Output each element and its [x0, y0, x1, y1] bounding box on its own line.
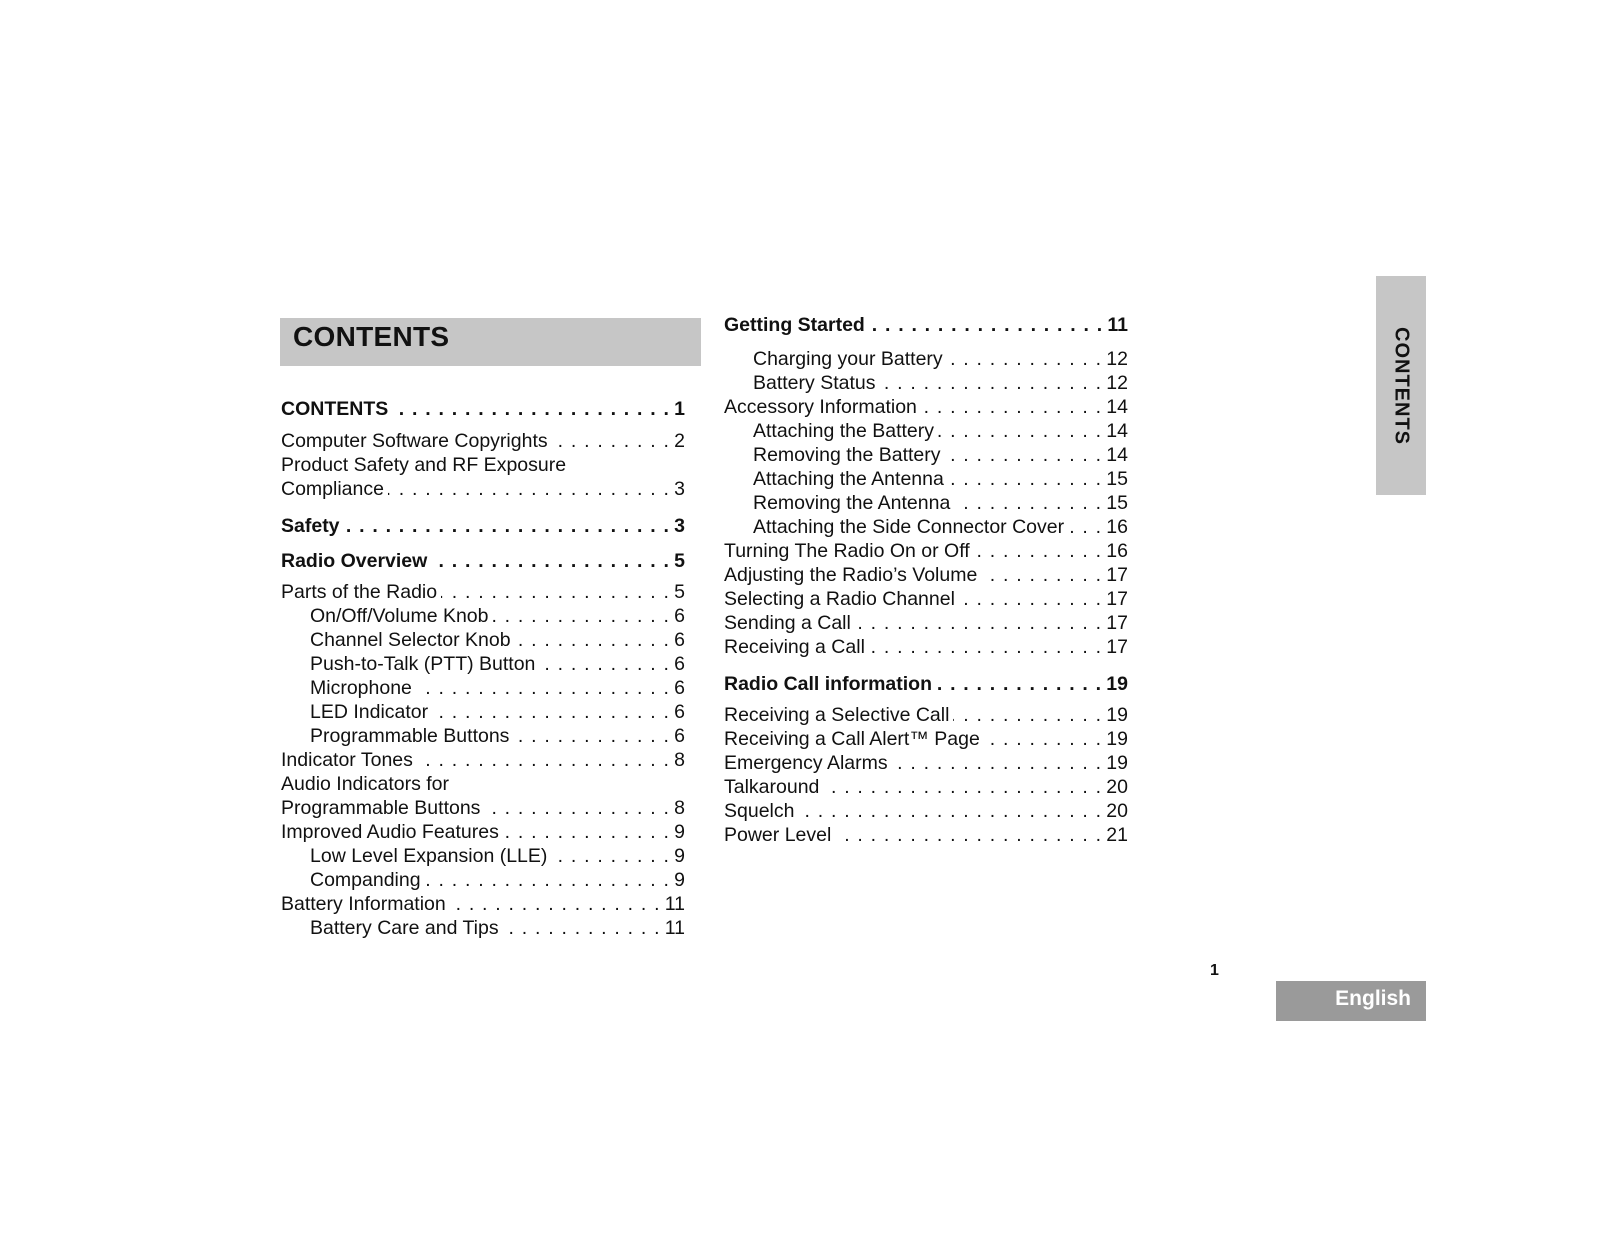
toc-entry-page: 2 [674, 430, 685, 452]
toc-dot-leader [450, 892, 661, 916]
toc-dot-leader [974, 539, 1103, 563]
toc-dot-leader [493, 604, 671, 628]
toc-entry-page: 9 [674, 821, 685, 843]
toc-entry[interactable] [281, 580, 685, 604]
toc-entry-title: Radio Call information [724, 673, 933, 695]
toc-entry-page: 17 [1106, 612, 1128, 634]
toc-entry-page: 5 [674, 581, 685, 603]
toc-entry-title: Battery Care and Tips [310, 917, 499, 939]
toc-dot-leader [513, 724, 670, 748]
toc-entry-page: 19 [1106, 704, 1128, 726]
toc-entry-page: 14 [1106, 396, 1128, 418]
toc-entry-page: 17 [1106, 636, 1128, 658]
toc-entry-title: Getting Started [724, 314, 865, 336]
toc-entry-title: Accessory Information [724, 396, 917, 418]
toc-dot-leader [984, 727, 1103, 751]
toc-dot-leader [948, 467, 1102, 491]
toc-dot-leader [879, 371, 1102, 395]
toc-entry[interactable] [724, 587, 1128, 611]
side-tab-label: CONTENTS [1390, 326, 1413, 445]
language-tab-label: English [1335, 987, 1411, 1010]
toc-entry-title: Product Safety and RF Exposure [281, 454, 567, 476]
toc-entry-page: 19 [1106, 728, 1128, 750]
toc-entry-page: 6 [674, 725, 685, 747]
toc-dot-leader [539, 652, 670, 676]
toc-dot-leader [551, 844, 670, 868]
toc-entry-title: Programmable Buttons [310, 725, 510, 747]
toc-entry[interactable] [724, 799, 1128, 823]
toc-entry-page: 12 [1106, 348, 1128, 370]
toc-entry-title: Compliance [281, 478, 384, 500]
toc-dot-leader [798, 799, 1102, 823]
toc-entry-page: 6 [674, 701, 685, 723]
toc-dot-leader [936, 672, 1102, 696]
toc-entry-title: Receiving a Call Alert™ Page [724, 728, 980, 750]
toc-entry-page: 15 [1106, 468, 1128, 490]
toc-entry-title: Adjusting the Radio’s Volume [724, 564, 978, 586]
toc-dot-leader [947, 347, 1103, 371]
side-section-tab[interactable] [1376, 276, 1426, 495]
toc-entry-title: Attaching the Battery [753, 420, 935, 442]
toc-entry-title: Parts of the Radio [281, 581, 438, 603]
toc-entry-page: 12 [1106, 372, 1128, 394]
toc-entry-title: Indicator Tones [281, 749, 413, 771]
toc-dot-leader [515, 628, 671, 652]
toc-dot-leader [855, 611, 1102, 635]
toc-dot-leader [869, 635, 1102, 659]
toc-entry-page: 9 [674, 845, 685, 867]
toc-entry-title: Talkaround [724, 776, 820, 798]
toc-entry-page: 11 [664, 893, 685, 915]
toc-entry[interactable] [281, 453, 685, 477]
toc-entry[interactable] [281, 772, 685, 796]
toc-entry[interactable] [724, 443, 1128, 467]
toc-entry-page: 9 [674, 869, 685, 891]
toc-entry-page: 8 [674, 797, 685, 819]
toc-entry[interactable] [281, 820, 685, 844]
toc-entry[interactable] [281, 652, 685, 676]
toc-entry-page: 19 [1106, 752, 1128, 774]
toc-entry[interactable] [724, 823, 1128, 847]
toc-entry[interactable] [724, 672, 1128, 696]
toc-dot-leader [417, 748, 670, 772]
toc-entry[interactable] [281, 549, 685, 573]
toc-entry-title: Receiving a Call [724, 636, 865, 658]
toc-entry-title: On/Off/Volume Knob [310, 605, 489, 627]
toc-entry-page: 20 [1106, 776, 1128, 798]
toc-entry[interactable] [281, 892, 685, 916]
toc-entry-title: Companding [310, 869, 421, 891]
toc-dot-leader [835, 823, 1102, 847]
toc-entry[interactable] [724, 563, 1128, 587]
toc-dot-leader [425, 868, 671, 892]
toc-entry-title: Emergency Alarms [724, 752, 888, 774]
toc-entry[interactable] [724, 371, 1128, 395]
toc-entry-title: Push-to-Talk (PTT) Button [310, 653, 536, 675]
toc-entry-title: Attaching the Antenna [753, 468, 944, 490]
toc-entry[interactable] [724, 611, 1128, 635]
toc-entry[interactable] [281, 477, 685, 501]
toc-entry-title: Power Level [724, 824, 832, 846]
toc-entry-title: Receiving a Selective Call [724, 704, 950, 726]
toc-dot-leader [938, 419, 1102, 443]
toc-dot-leader [431, 549, 670, 573]
toc-dot-leader [921, 395, 1102, 419]
toc-entry[interactable] [281, 916, 685, 940]
toc-entry[interactable] [281, 700, 685, 724]
toc-entry[interactable] [724, 419, 1128, 443]
toc-entry-page: 16 [1106, 516, 1128, 538]
toc-dot-leader [484, 796, 670, 820]
toc-entry-title: Selecting a Radio Channel [724, 588, 955, 610]
toc-entry-page: 17 [1106, 588, 1128, 610]
toc-entry-page: 11 [1107, 314, 1128, 336]
toc-entry-title: Turning The Radio On or Off [724, 540, 970, 562]
page-title: CONTENTS [293, 321, 450, 352]
toc-entry-title: Radio Overview [281, 550, 428, 572]
toc-dot-leader [388, 477, 670, 501]
toc-entry[interactable] [724, 751, 1128, 775]
toc-dot-leader [552, 429, 671, 453]
contents-heading-band [280, 318, 701, 366]
toc-entry-title: Low Level Expansion (LLE) [310, 845, 548, 867]
toc-entry[interactable] [724, 635, 1128, 659]
toc-entry-page: 6 [674, 605, 685, 627]
toc-dot-leader [823, 775, 1102, 799]
toc-entry[interactable] [724, 313, 1128, 337]
toc-entry[interactable] [724, 727, 1128, 751]
toc-entry-page: 8 [674, 749, 685, 771]
toc-entry-page: 15 [1106, 492, 1128, 514]
toc-entry[interactable] [724, 539, 1128, 563]
toc-entry-title: Battery Information [281, 893, 446, 915]
toc-entry-page: 11 [664, 917, 685, 939]
toc-dot-leader [981, 563, 1102, 587]
toc-entry-title: Attaching the Side Connector Cover [753, 516, 1065, 538]
toc-dot-leader [869, 313, 1104, 337]
toc-dot-leader [344, 514, 671, 538]
toc-entry-title: CONTENTS [281, 398, 389, 420]
toc-entry-page: 21 [1106, 824, 1128, 846]
toc-entry-title: Charging your Battery [753, 348, 943, 370]
toc-dot-leader [945, 443, 1103, 467]
toc-entry-title: Computer Software Copyrights [281, 430, 548, 452]
toc-entry[interactable] [724, 775, 1128, 799]
toc-entry[interactable] [724, 467, 1128, 491]
toc-entry-page: 5 [674, 550, 685, 572]
toc-entry[interactable] [724, 491, 1128, 515]
toc-entry-title: Channel Selector Knob [310, 629, 511, 651]
language-tab[interactable] [1276, 981, 1426, 1021]
toc-dot-leader [503, 820, 670, 844]
toc-entry-page: 14 [1106, 420, 1128, 442]
toc-entry-title: Programmable Buttons [281, 797, 481, 819]
toc-dot-leader [432, 700, 670, 724]
toc-entry-title: Improved Audio Features [281, 821, 499, 843]
toc-entry-title: Sending a Call [724, 612, 851, 634]
toc-dot-leader [1068, 515, 1102, 539]
toc-entry[interactable] [281, 397, 685, 421]
toc-entry[interactable] [281, 676, 685, 700]
toc-entry-title: Safety [281, 515, 340, 537]
toc-entry-page: 14 [1106, 444, 1128, 466]
page-number: 1 [1210, 962, 1219, 979]
toc-dot-leader [954, 491, 1102, 515]
toc-entry-page: 6 [674, 653, 685, 675]
toc-dot-leader [953, 703, 1102, 727]
toc-entry-page: 1 [674, 398, 685, 420]
toc-entry[interactable] [281, 604, 685, 628]
toc-entry-page: 3 [674, 515, 685, 537]
toc-entry-page: 19 [1106, 673, 1128, 695]
toc-entry[interactable] [724, 347, 1128, 371]
toc-entry[interactable] [281, 514, 685, 538]
toc-entry-page: 17 [1106, 564, 1128, 586]
toc-entry-page: 3 [674, 478, 685, 500]
toc-entry-page: 16 [1106, 540, 1128, 562]
toc-entry-title: Squelch [724, 800, 795, 822]
toc-entry-title: Microphone [310, 677, 412, 699]
toc-entry-page: 6 [674, 677, 685, 699]
toc-entry-title: Battery Status [753, 372, 876, 394]
toc-dot-leader [892, 751, 1103, 775]
toc-entry-title: Removing the Antenna [753, 492, 951, 514]
toc-entry-title: Removing the Battery [753, 444, 941, 466]
toc-entry[interactable] [724, 703, 1128, 727]
toc-dot-leader [959, 587, 1102, 611]
toc-dot-leader [503, 916, 661, 940]
toc-entry[interactable] [281, 628, 685, 652]
toc-entry[interactable] [281, 796, 685, 820]
toc-entry[interactable] [281, 748, 685, 772]
toc-entry[interactable] [281, 844, 685, 868]
toc-entry-page: 6 [674, 629, 685, 651]
toc-entry[interactable] [281, 868, 685, 892]
toc-entry[interactable] [724, 515, 1128, 539]
toc-dot-leader [416, 676, 670, 700]
toc-entry-title: Audio Indicators for [281, 773, 450, 795]
toc-entry-title: LED Indicator [310, 701, 429, 723]
toc-dot-leader [392, 397, 670, 421]
toc-dot-leader [441, 580, 670, 604]
toc-entry[interactable] [281, 724, 685, 748]
toc-entry[interactable] [724, 395, 1128, 419]
toc-entry-page: 20 [1106, 800, 1128, 822]
toc-entry[interactable] [281, 429, 685, 453]
